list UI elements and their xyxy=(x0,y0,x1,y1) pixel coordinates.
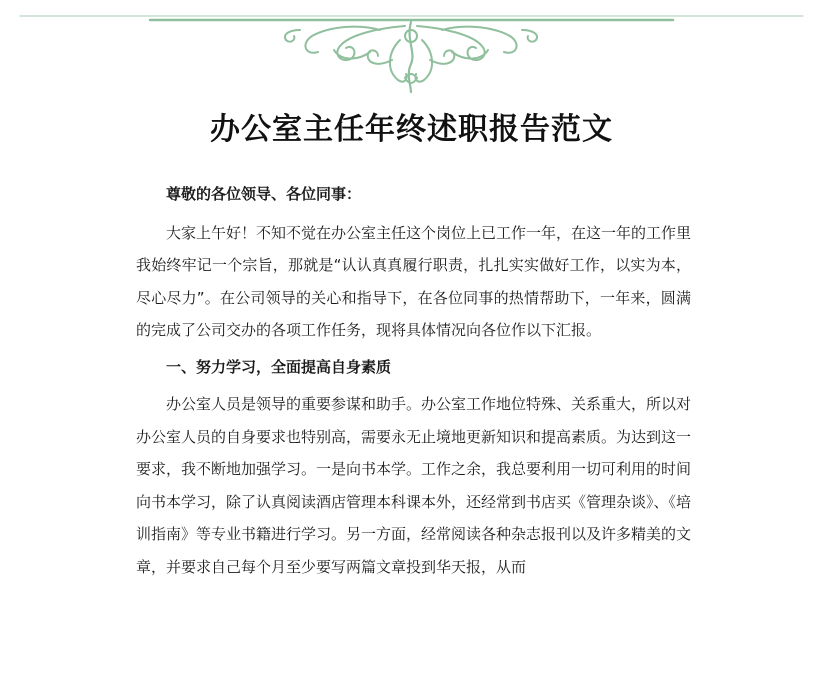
document-body xyxy=(136,178,691,583)
section-heading: 一、努力学习，全面提高自身素质 xyxy=(166,357,392,376)
document-title: 办公室主任年终述职报告范文 xyxy=(210,112,613,147)
paragraph-intro: 大家上午好！不知不觉在办公室主任这个岗位上已工作一年，在这一年的工作里我始终牢记一个宗旨，那就是“认认真真履行职责，扎扎实实做好工作，以实为本，尽心尽力”。在公司领导的关心和指导下，在各位同事的热情帮助下，一年来，圆满的完成了公司交办的各项工作任务，现将具体情况向各位作以下汇报。 xyxy=(136,223,692,339)
header-ornament xyxy=(0,0,823,100)
greeting: 尊敬的各位领导、各位同事： xyxy=(166,185,362,203)
paragraph-study: 办公室人员是领导的重要参谋和助手。办公室工作地位特殊、关系重大，所以对办公室人员的自身要求也特别高，需要永无止境地更新知识和提高素质。为达到这一要求，我不断地加强学习。一是向书本学。工作之余，我总要利用一切可利用的时间向书本学习，除了认真阅读酒店管理本科课本外，还经常到书店买《管理杂谈》、《培训指南》等专业书籍进行学习。另一方面，经常阅读各种杂志报刊以及许多精美的文章，并要求自己每个月至少要写两篇文章投到华天报，从而 xyxy=(136,395,692,576)
